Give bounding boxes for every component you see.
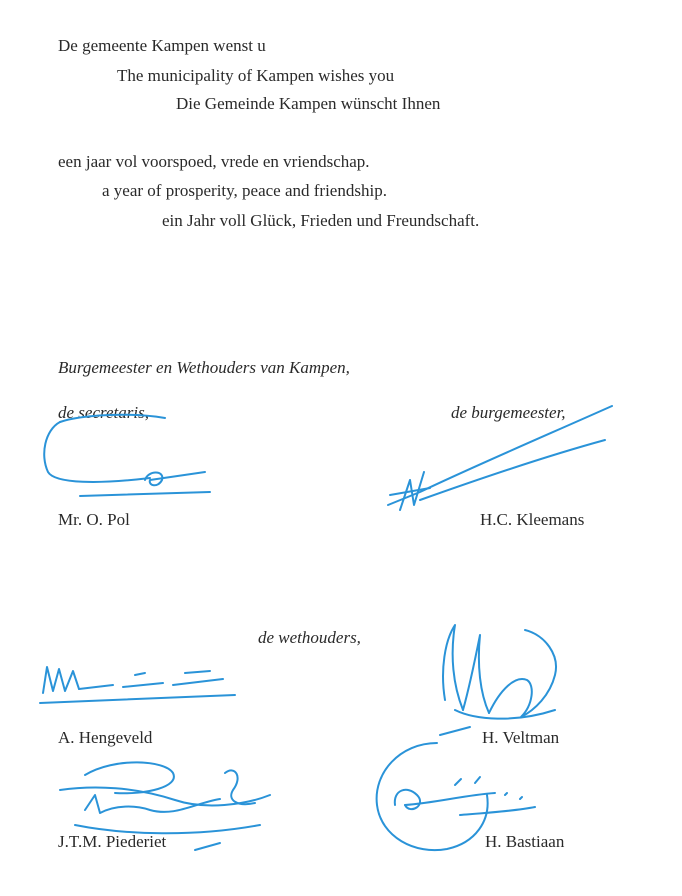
alderman-name-3: J.T.M. Piederiet: [58, 832, 167, 851]
secretary-signature: [40, 410, 220, 500]
mayor-name: H.C. Kleemans: [480, 510, 585, 529]
mayor-signature: [380, 400, 620, 520]
greeting-dutch: De gemeente Kampen wenst u: [58, 36, 266, 55]
hengeveld-signature: [35, 655, 245, 715]
signatories-heading: Burgemeester en Wethouders van Kampen,: [58, 358, 350, 377]
secretary-role: de secretaris,: [58, 403, 149, 422]
alderman-name-4: H. Bastiaan: [485, 832, 565, 851]
alderman-name-1: A. Hengeveld: [58, 728, 153, 747]
secretary-name: Mr. O. Pol: [58, 510, 130, 529]
wish-dutch: een jaar vol voorspoed, vrede en vriendschap.: [58, 152, 370, 171]
greeting-english: The municipality of Kampen wishes you: [117, 66, 395, 85]
greeting-german: Die Gemeinde Kampen wünscht Ihnen: [176, 94, 441, 113]
mayor-role: de burgemeester,: [451, 403, 566, 422]
wish-english: a year of prosperity, peace and friendship.: [102, 181, 387, 200]
alderman-name-2: H. Veltman: [482, 728, 560, 747]
wish-german: ein Jahr voll Glück, Frieden und Freundschaft.: [162, 211, 480, 230]
aldermen-role: de wethouders,: [258, 628, 361, 647]
